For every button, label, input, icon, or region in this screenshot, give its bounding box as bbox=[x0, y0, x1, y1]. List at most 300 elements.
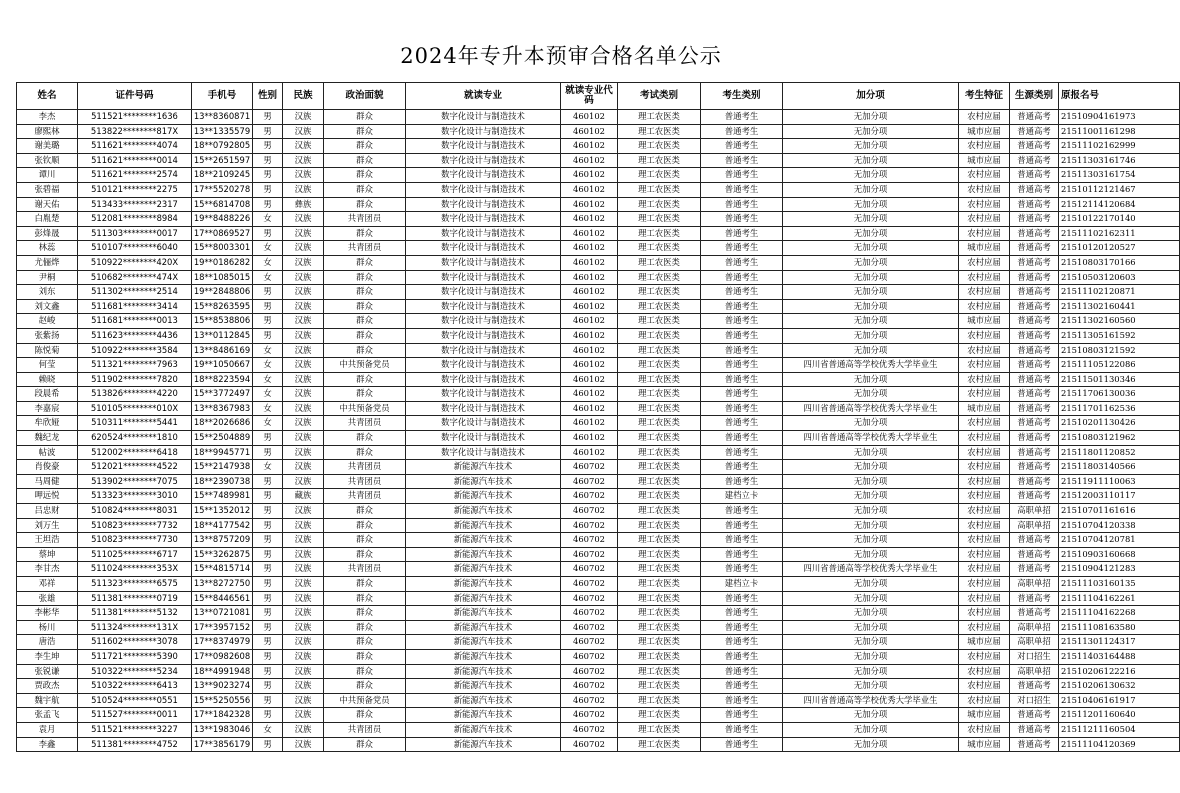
cell-candidate-feature: 农村应届 bbox=[959, 372, 1010, 387]
cell-exam-category: 理工农医类 bbox=[618, 270, 701, 285]
cell-gender: 男 bbox=[253, 489, 283, 504]
cell-ethnicity: 汉族 bbox=[283, 139, 324, 154]
cell-registration-number: 21511403164488 bbox=[1059, 649, 1180, 664]
table-row bbox=[17, 212, 1180, 227]
cell-candidate-feature: 农村应届 bbox=[959, 591, 1010, 606]
cell-exam-category: 理工农医类 bbox=[618, 562, 701, 577]
cell-source-category: 普通高考 bbox=[1010, 387, 1059, 402]
cell-exam-category: 理工农医类 bbox=[618, 431, 701, 446]
cell-registration-number: 21510503120603 bbox=[1059, 270, 1180, 285]
cell-phone: 15**6814708 bbox=[192, 197, 253, 212]
cell-id-number: 511681********0013 bbox=[78, 314, 192, 329]
cell-bonus-item: 无加分项 bbox=[783, 591, 959, 606]
cell-source-category: 高职单招 bbox=[1010, 620, 1059, 635]
table-row bbox=[17, 620, 1180, 635]
cell-id-number: 511025********6717 bbox=[78, 547, 192, 562]
cell-major-code: 460702 bbox=[561, 635, 618, 650]
cell-major: 数字化设计与制造技术 bbox=[406, 226, 561, 241]
cell-political-status: 群众 bbox=[324, 372, 406, 387]
cell-political-status: 群众 bbox=[324, 255, 406, 270]
cell-candidate-feature: 农村应届 bbox=[959, 649, 1010, 664]
cell-ethnicity: 汉族 bbox=[283, 431, 324, 446]
cell-phone: 18**2109245 bbox=[192, 168, 253, 183]
cell-ethnicity: 汉族 bbox=[283, 314, 324, 329]
cell-registration-number: 21511201160640 bbox=[1059, 708, 1180, 723]
cell-bonus-item: 无加分项 bbox=[783, 212, 959, 227]
cell-id-number: 513323********3010 bbox=[78, 489, 192, 504]
table-row bbox=[17, 153, 1180, 168]
cell-source-category: 普通高考 bbox=[1010, 591, 1059, 606]
cell-source-category: 普通高考 bbox=[1010, 328, 1059, 343]
cell-source-category: 普通高考 bbox=[1010, 139, 1059, 154]
cell-candidate-category: 普通考生 bbox=[701, 649, 783, 664]
cell-candidate-category: 普通考生 bbox=[701, 372, 783, 387]
cell-political-status: 中共预备党员 bbox=[324, 693, 406, 708]
cell-candidate-feature: 农村应届 bbox=[959, 285, 1010, 300]
cell-bonus-item: 无加分项 bbox=[783, 504, 959, 519]
cell-exam-category: 理工农医类 bbox=[618, 285, 701, 300]
cell-name: 贾政杰 bbox=[17, 679, 78, 694]
cell-political-status: 群众 bbox=[324, 314, 406, 329]
cell-phone: 18**2390738 bbox=[192, 474, 253, 489]
table-body bbox=[17, 110, 1180, 752]
table-row bbox=[17, 401, 1180, 416]
cell-political-status: 群众 bbox=[324, 679, 406, 694]
cell-candidate-category: 普通考生 bbox=[701, 255, 783, 270]
cell-exam-category: 理工农医类 bbox=[618, 577, 701, 592]
cell-major: 数字化设计与制造技术 bbox=[406, 153, 561, 168]
cell-exam-category: 理工农医类 bbox=[618, 533, 701, 548]
cell-bonus-item: 无加分项 bbox=[783, 547, 959, 562]
cell-name: 张孟飞 bbox=[17, 708, 78, 723]
cell-exam-category: 理工农医类 bbox=[618, 649, 701, 664]
cell-candidate-category: 普通考生 bbox=[701, 679, 783, 694]
column-header-name: 姓名 bbox=[17, 83, 78, 110]
cell-candidate-feature: 城市应届 bbox=[959, 401, 1010, 416]
cell-ethnicity: 汉族 bbox=[283, 649, 324, 664]
cell-id-number: 513433********2317 bbox=[78, 197, 192, 212]
cell-exam-category: 理工农医类 bbox=[618, 328, 701, 343]
cell-registration-number: 21510803170166 bbox=[1059, 255, 1180, 270]
cell-name: 陈悦菊 bbox=[17, 343, 78, 358]
cell-candidate-category: 普通考生 bbox=[701, 401, 783, 416]
cell-major: 数字化设计与制造技术 bbox=[406, 182, 561, 197]
cell-candidate-category: 普通考生 bbox=[701, 314, 783, 329]
cell-name: 白胤楚 bbox=[17, 212, 78, 227]
cell-candidate-feature: 农村应届 bbox=[959, 504, 1010, 519]
table-row bbox=[17, 124, 1180, 139]
cell-major: 数字化设计与制造技术 bbox=[406, 314, 561, 329]
cell-name: 李鑫 bbox=[17, 737, 78, 752]
cell-major-code: 460702 bbox=[561, 504, 618, 519]
cell-candidate-feature: 农村应届 bbox=[959, 270, 1010, 285]
cell-bonus-item: 无加分项 bbox=[783, 708, 959, 723]
cell-bonus-item: 无加分项 bbox=[783, 635, 959, 650]
cell-major: 新能源汽车技术 bbox=[406, 722, 561, 737]
cell-source-category: 普通高考 bbox=[1010, 547, 1059, 562]
cell-major-code: 460702 bbox=[561, 679, 618, 694]
cell-ethnicity: 汉族 bbox=[283, 168, 324, 183]
cell-bonus-item: 无加分项 bbox=[783, 110, 959, 125]
cell-ethnicity: 汉族 bbox=[283, 591, 324, 606]
cell-gender: 男 bbox=[253, 153, 283, 168]
cell-source-category: 普通高考 bbox=[1010, 431, 1059, 446]
cell-major-code: 460102 bbox=[561, 241, 618, 256]
cell-source-category: 普通高考 bbox=[1010, 460, 1059, 475]
cell-exam-category: 理工农医类 bbox=[618, 445, 701, 460]
cell-exam-category: 理工农医类 bbox=[618, 547, 701, 562]
cell-phone: 17**0869527 bbox=[192, 226, 253, 241]
cell-political-status: 共青团员 bbox=[324, 489, 406, 504]
cell-phone: 13**0721081 bbox=[192, 606, 253, 621]
cell-major: 新能源汽车技术 bbox=[406, 562, 561, 577]
cell-gender: 男 bbox=[253, 664, 283, 679]
cell-phone: 15**5250556 bbox=[192, 693, 253, 708]
cell-major-code: 460102 bbox=[561, 110, 618, 125]
cell-political-status: 共青团员 bbox=[324, 241, 406, 256]
cell-ethnicity: 汉族 bbox=[283, 445, 324, 460]
cell-candidate-category: 普通考生 bbox=[701, 664, 783, 679]
cell-major: 数字化设计与制造技术 bbox=[406, 343, 561, 358]
cell-major-code: 460702 bbox=[561, 606, 618, 621]
cell-major-code: 460102 bbox=[561, 387, 618, 402]
cell-ethnicity: 汉族 bbox=[283, 722, 324, 737]
cell-ethnicity: 藏族 bbox=[283, 489, 324, 504]
cell-ethnicity: 彝族 bbox=[283, 197, 324, 212]
cell-exam-category: 理工农医类 bbox=[618, 197, 701, 212]
cell-gender: 女 bbox=[253, 372, 283, 387]
column-header-gender: 性别 bbox=[253, 83, 283, 110]
cell-political-status: 群众 bbox=[324, 387, 406, 402]
cell-major-code: 460102 bbox=[561, 358, 618, 373]
cell-phone: 19**2848806 bbox=[192, 285, 253, 300]
cell-exam-category: 理工农医类 bbox=[618, 416, 701, 431]
cell-exam-category: 理工农医类 bbox=[618, 139, 701, 154]
cell-ethnicity: 汉族 bbox=[283, 635, 324, 650]
cell-exam-category: 理工农医类 bbox=[618, 124, 701, 139]
cell-major: 新能源汽车技术 bbox=[406, 460, 561, 475]
table-row bbox=[17, 270, 1180, 285]
cell-gender: 男 bbox=[253, 577, 283, 592]
cell-source-category: 高职单招 bbox=[1010, 664, 1059, 679]
cell-gender: 男 bbox=[253, 547, 283, 562]
cell-source-category: 普通高考 bbox=[1010, 737, 1059, 752]
cell-phone: 13**8757209 bbox=[192, 533, 253, 548]
cell-id-number: 511602********3078 bbox=[78, 635, 192, 650]
cell-id-number: 510922********420X bbox=[78, 255, 192, 270]
cell-registration-number: 21511102120871 bbox=[1059, 285, 1180, 300]
cell-bonus-item: 无加分项 bbox=[783, 416, 959, 431]
cell-registration-number: 21510206122216 bbox=[1059, 664, 1180, 679]
cell-gender: 男 bbox=[253, 606, 283, 621]
cell-bonus-item: 无加分项 bbox=[783, 255, 959, 270]
cell-source-category: 普通高考 bbox=[1010, 416, 1059, 431]
cell-major: 新能源汽车技术 bbox=[406, 533, 561, 548]
cell-name: 谭川 bbox=[17, 168, 78, 183]
cell-phone: 18**4991948 bbox=[192, 664, 253, 679]
cell-political-status: 群众 bbox=[324, 620, 406, 635]
cell-id-number: 511681********3414 bbox=[78, 299, 192, 314]
cell-name: 牟欣娅 bbox=[17, 416, 78, 431]
column-header-bonus-item: 加分项 bbox=[783, 83, 959, 110]
cell-exam-category: 理工农医类 bbox=[618, 182, 701, 197]
cell-major: 新能源汽车技术 bbox=[406, 504, 561, 519]
cell-candidate-feature: 农村应届 bbox=[959, 328, 1010, 343]
cell-registration-number: 21510704120338 bbox=[1059, 518, 1180, 533]
table-row bbox=[17, 737, 1180, 752]
cell-phone: 13**8272750 bbox=[192, 577, 253, 592]
cell-exam-category: 理工农医类 bbox=[618, 620, 701, 635]
cell-major: 新能源汽车技术 bbox=[406, 664, 561, 679]
cell-gender: 男 bbox=[253, 226, 283, 241]
cell-exam-category: 理工农医类 bbox=[618, 168, 701, 183]
cell-bonus-item: 无加分项 bbox=[783, 314, 959, 329]
cell-name: 帖波 bbox=[17, 445, 78, 460]
cell-phone: 17**8374979 bbox=[192, 635, 253, 650]
cell-name: 肖俊豪 bbox=[17, 460, 78, 475]
cell-major-code: 460102 bbox=[561, 139, 618, 154]
cell-registration-number: 21510903160668 bbox=[1059, 547, 1180, 562]
cell-major: 新能源汽车技术 bbox=[406, 591, 561, 606]
cell-major-code: 460702 bbox=[561, 562, 618, 577]
cell-gender: 男 bbox=[253, 649, 283, 664]
page-title: 2024年专升本预审合格名单公示 bbox=[400, 44, 722, 68]
cell-major: 新能源汽车技术 bbox=[406, 606, 561, 621]
cell-candidate-category: 普通考生 bbox=[701, 168, 783, 183]
cell-id-number: 513902********7075 bbox=[78, 474, 192, 489]
cell-source-category: 高职单招 bbox=[1010, 504, 1059, 519]
cell-exam-category: 理工农医类 bbox=[618, 504, 701, 519]
cell-gender: 女 bbox=[253, 401, 283, 416]
cell-id-number: 510322********6413 bbox=[78, 679, 192, 694]
cell-bonus-item: 无加分项 bbox=[783, 518, 959, 533]
cell-major: 新能源汽车技术 bbox=[406, 737, 561, 752]
cell-gender: 男 bbox=[253, 139, 283, 154]
cell-ethnicity: 汉族 bbox=[283, 372, 324, 387]
cell-candidate-category: 普通考生 bbox=[701, 445, 783, 460]
cell-id-number: 510322********5234 bbox=[78, 664, 192, 679]
cell-phone: 19**8488226 bbox=[192, 212, 253, 227]
cell-registration-number: 21510904121283 bbox=[1059, 562, 1180, 577]
cell-phone: 18**2026686 bbox=[192, 416, 253, 431]
table-row bbox=[17, 489, 1180, 504]
cell-bonus-item: 无加分项 bbox=[783, 474, 959, 489]
column-header-political-status: 政治面貌 bbox=[324, 83, 406, 110]
cell-phone: 15**8263595 bbox=[192, 299, 253, 314]
cell-gender: 女 bbox=[253, 212, 283, 227]
cell-major: 新能源汽车技术 bbox=[406, 649, 561, 664]
cell-phone: 13**0112845 bbox=[192, 328, 253, 343]
cell-major-code: 460102 bbox=[561, 314, 618, 329]
cell-gender: 男 bbox=[253, 110, 283, 125]
cell-political-status: 群众 bbox=[324, 518, 406, 533]
cell-political-status: 群众 bbox=[324, 635, 406, 650]
cell-id-number: 511521********1636 bbox=[78, 110, 192, 125]
cell-registration-number: 21511104162268 bbox=[1059, 606, 1180, 621]
cell-name: 赵峻 bbox=[17, 314, 78, 329]
cell-phone: 13**9023274 bbox=[192, 679, 253, 694]
cell-candidate-category: 普通考生 bbox=[701, 562, 783, 577]
cell-id-number: 510107********6040 bbox=[78, 241, 192, 256]
table-row bbox=[17, 182, 1180, 197]
cell-political-status: 群众 bbox=[324, 110, 406, 125]
cell-ethnicity: 汉族 bbox=[283, 518, 324, 533]
cell-major-code: 460102 bbox=[561, 226, 618, 241]
cell-bonus-item: 无加分项 bbox=[783, 124, 959, 139]
cell-bonus-item: 无加分项 bbox=[783, 328, 959, 343]
cell-candidate-category: 普通考生 bbox=[701, 285, 783, 300]
cell-ethnicity: 汉族 bbox=[283, 693, 324, 708]
cell-phone: 17**0982608 bbox=[192, 649, 253, 664]
cell-exam-category: 理工农医类 bbox=[618, 153, 701, 168]
cell-id-number: 510922********3584 bbox=[78, 343, 192, 358]
cell-candidate-feature: 农村应届 bbox=[959, 562, 1010, 577]
applicant-table bbox=[16, 82, 1180, 752]
cell-political-status: 群众 bbox=[324, 606, 406, 621]
cell-name: 刘文鑫 bbox=[17, 299, 78, 314]
cell-ethnicity: 汉族 bbox=[283, 737, 324, 752]
cell-registration-number: 21511105122086 bbox=[1059, 358, 1180, 373]
cell-candidate-category: 普通考生 bbox=[701, 722, 783, 737]
cell-gender: 女 bbox=[253, 343, 283, 358]
cell-political-status: 群众 bbox=[324, 153, 406, 168]
cell-exam-category: 理工农医类 bbox=[618, 737, 701, 752]
cell-name: 廖熙林 bbox=[17, 124, 78, 139]
cell-phone: 17**3957152 bbox=[192, 620, 253, 635]
cell-candidate-category: 普通考生 bbox=[701, 270, 783, 285]
cell-ethnicity: 汉族 bbox=[283, 620, 324, 635]
cell-name: 张碧福 bbox=[17, 182, 78, 197]
cell-registration-number: 21510803121962 bbox=[1059, 431, 1180, 446]
cell-exam-category: 理工农医类 bbox=[618, 372, 701, 387]
cell-political-status: 共青团员 bbox=[324, 474, 406, 489]
cell-bonus-item: 无加分项 bbox=[783, 372, 959, 387]
cell-political-status: 群众 bbox=[324, 343, 406, 358]
cell-bonus-item: 无加分项 bbox=[783, 197, 959, 212]
cell-exam-category: 理工农医类 bbox=[618, 635, 701, 650]
cell-source-category: 对口招生 bbox=[1010, 693, 1059, 708]
cell-exam-category: 理工农医类 bbox=[618, 241, 701, 256]
cell-major: 数字化设计与制造技术 bbox=[406, 358, 561, 373]
table-row bbox=[17, 460, 1180, 475]
cell-candidate-category: 普通考生 bbox=[701, 241, 783, 256]
cell-gender: 男 bbox=[253, 124, 283, 139]
table-row bbox=[17, 226, 1180, 241]
cell-candidate-category: 普通考生 bbox=[701, 328, 783, 343]
cell-exam-category: 理工农医类 bbox=[618, 314, 701, 329]
cell-candidate-category: 普通考生 bbox=[701, 591, 783, 606]
cell-political-status: 群众 bbox=[324, 139, 406, 154]
cell-major-code: 460702 bbox=[561, 664, 618, 679]
cell-ethnicity: 汉族 bbox=[283, 577, 324, 592]
cell-id-number: 511381********5132 bbox=[78, 606, 192, 621]
cell-exam-category: 理工农医类 bbox=[618, 474, 701, 489]
cell-name: 蔡坤 bbox=[17, 547, 78, 562]
cell-id-number: 511303********0017 bbox=[78, 226, 192, 241]
cell-candidate-category: 普通考生 bbox=[701, 620, 783, 635]
cell-candidate-feature: 农村应届 bbox=[959, 489, 1010, 504]
cell-phone: 19**1050667 bbox=[192, 358, 253, 373]
table-row bbox=[17, 387, 1180, 402]
cell-exam-category: 理工农医类 bbox=[618, 679, 701, 694]
cell-registration-number: 21510112121467 bbox=[1059, 182, 1180, 197]
cell-name: 刘东 bbox=[17, 285, 78, 300]
column-header-candidate-category: 考生类别 bbox=[701, 83, 783, 110]
cell-gender: 男 bbox=[253, 708, 283, 723]
table-row bbox=[17, 314, 1180, 329]
cell-gender: 男 bbox=[253, 314, 283, 329]
cell-registration-number: 21511911110063 bbox=[1059, 474, 1180, 489]
table-row bbox=[17, 474, 1180, 489]
cell-gender: 男 bbox=[253, 518, 283, 533]
cell-name: 唐浩 bbox=[17, 635, 78, 650]
cell-registration-number: 21511301124317 bbox=[1059, 635, 1180, 650]
cell-candidate-feature: 城市应届 bbox=[959, 314, 1010, 329]
cell-phone: 17**1842328 bbox=[192, 708, 253, 723]
cell-major: 数字化设计与制造技术 bbox=[406, 387, 561, 402]
cell-bonus-item: 无加分项 bbox=[783, 737, 959, 752]
cell-phone: 13**8486169 bbox=[192, 343, 253, 358]
cell-bonus-item: 无加分项 bbox=[783, 577, 959, 592]
cell-source-category: 高职单招 bbox=[1010, 577, 1059, 592]
cell-registration-number: 21511305161592 bbox=[1059, 328, 1180, 343]
cell-registration-number: 21511303161746 bbox=[1059, 153, 1180, 168]
cell-major: 数字化设计与制造技术 bbox=[406, 372, 561, 387]
cell-major: 新能源汽车技术 bbox=[406, 693, 561, 708]
cell-candidate-category: 普通考生 bbox=[701, 343, 783, 358]
cell-candidate-feature: 农村应届 bbox=[959, 255, 1010, 270]
cell-name: 谢美璐 bbox=[17, 139, 78, 154]
cell-registration-number: 21511102162311 bbox=[1059, 226, 1180, 241]
cell-source-category: 普通高考 bbox=[1010, 285, 1059, 300]
cell-source-category: 高职单招 bbox=[1010, 518, 1059, 533]
cell-phone: 13**1335579 bbox=[192, 124, 253, 139]
cell-registration-number: 21511801120852 bbox=[1059, 445, 1180, 460]
cell-name: 何莹 bbox=[17, 358, 78, 373]
cell-ethnicity: 汉族 bbox=[283, 124, 324, 139]
cell-name: 李甘杰 bbox=[17, 562, 78, 577]
table-row bbox=[17, 518, 1180, 533]
cell-major: 新能源汽车技术 bbox=[406, 635, 561, 650]
cell-exam-category: 理工农医类 bbox=[618, 387, 701, 402]
cell-name: 赖晓 bbox=[17, 372, 78, 387]
cell-source-category: 普通高考 bbox=[1010, 212, 1059, 227]
cell-registration-number: 21511302160441 bbox=[1059, 299, 1180, 314]
cell-id-number: 511302********2514 bbox=[78, 285, 192, 300]
cell-phone: 15**3262875 bbox=[192, 547, 253, 562]
cell-candidate-feature: 农村应届 bbox=[959, 679, 1010, 694]
cell-id-number: 511381********0719 bbox=[78, 591, 192, 606]
cell-political-status: 群众 bbox=[324, 182, 406, 197]
cell-major-code: 460702 bbox=[561, 577, 618, 592]
cell-candidate-feature: 农村应届 bbox=[959, 212, 1010, 227]
cell-candidate-category: 普通考生 bbox=[701, 139, 783, 154]
table-row bbox=[17, 372, 1180, 387]
cell-registration-number: 21511303161754 bbox=[1059, 168, 1180, 183]
cell-candidate-category: 普通考生 bbox=[701, 518, 783, 533]
cell-major: 数字化设计与制造技术 bbox=[406, 124, 561, 139]
cell-candidate-category: 普通考生 bbox=[701, 635, 783, 650]
cell-political-status: 群众 bbox=[324, 664, 406, 679]
cell-bonus-item: 无加分项 bbox=[783, 460, 959, 475]
cell-id-number: 511321********7963 bbox=[78, 358, 192, 373]
cell-id-number: 511323********6575 bbox=[78, 577, 192, 592]
cell-name: 杨川 bbox=[17, 620, 78, 635]
cell-name: 张雄 bbox=[17, 591, 78, 606]
cell-political-status: 群众 bbox=[324, 708, 406, 723]
cell-id-number: 511527********0011 bbox=[78, 708, 192, 723]
cell-candidate-feature: 农村应届 bbox=[959, 226, 1010, 241]
